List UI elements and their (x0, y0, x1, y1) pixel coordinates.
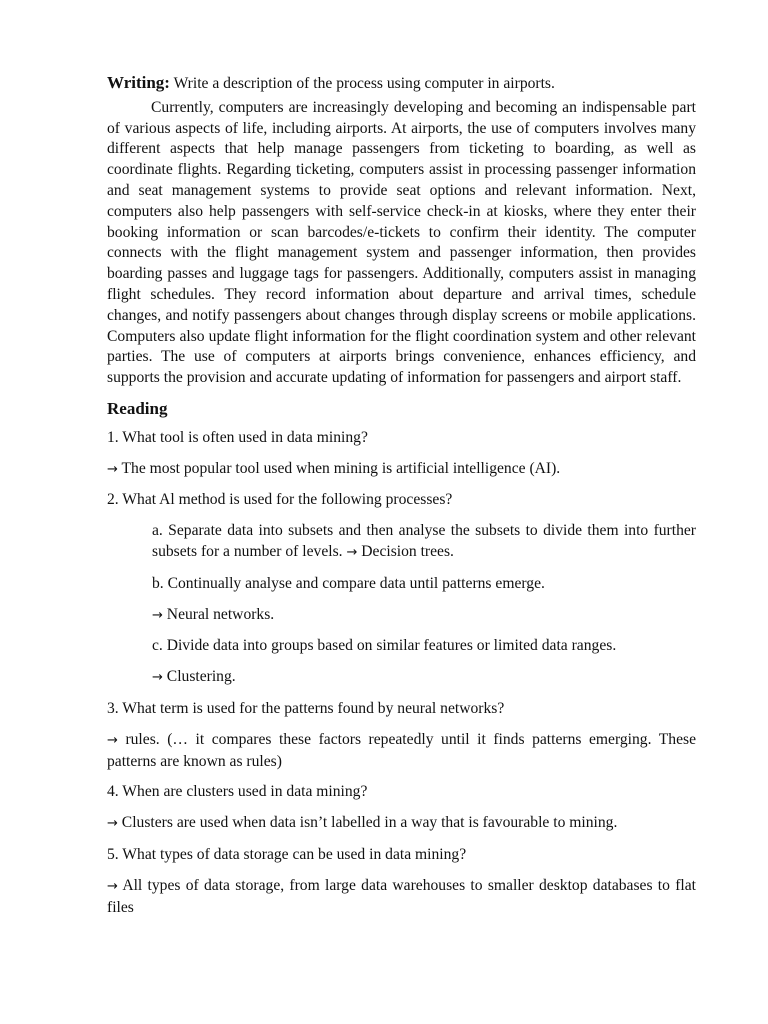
answer-1 (107, 459, 696, 481)
reading-heading: Reading (107, 398, 168, 418)
answer-5 (107, 876, 696, 919)
writing-essay: Currently, computers are increasingly developing and becoming an indispensable part of various aspects of life, including airports. At airports, the use of computers involves many different aspects that help manage passengers from ticketing to boarding, as well as coordinate flights. Regarding ticketing, computers assist in processing passenger information and seat management systems to provide seat options and relevant information. Next, computers also help passengers with self-service check-in at kiosks, where they enter their booking information or scan barcodes/e-tickets to confirm their identity. The computer connects with the flight management system and passenger information, then provides boarding passes and luggage tags for passengers. Additionally, computers assist in managing flight schedules. They record information about departure and arrival times, schedule changes, and notify passengers about changes through display screens or mobile applications. Computers also update flight information for the flight coordination system and other relevant parties. The use of computers at airports brings convenience, enhances efficiency, and supports the provision and accurate updating of information for passengers and airport staff. (107, 98, 696, 387)
question-5: 5. What types of data storage can be used in data mining? (107, 845, 467, 863)
arrow-icon: → (152, 670, 163, 686)
arrow-icon: → (107, 732, 118, 748)
arrow-icon: → (107, 461, 118, 477)
arrow-icon: → (107, 878, 118, 894)
question-3: 3. What term is used for the patterns found by neural networks? (107, 699, 505, 717)
answer-2b-text: Neural networks. (162, 605, 275, 623)
question-4: 4. When are clusters used in data mining? (107, 783, 368, 801)
arrow-icon: → (107, 816, 118, 832)
answer-3 (107, 730, 696, 773)
arrow-icon: → (346, 544, 358, 560)
arrow-icon: → (152, 607, 163, 623)
question-1: 1. What tool is often used in data mining? (107, 428, 368, 446)
question-2a-text: a. Separate data into subsets and then analyse the subsets to divide them into further subsets for a number of levels. (152, 522, 696, 560)
answer-4-text: Clusters are used when data isn’t labelled in a way that is favourable to mining. (117, 814, 618, 832)
question-2: 2. What Al method is used for the following processes? (107, 491, 453, 509)
answer-2a-text: Decision trees. (357, 542, 454, 560)
answer-2c-text: Clustering. (162, 668, 236, 686)
writing-prompt (107, 73, 696, 95)
answer-1-text: The most popular tool used when mining is artificial intelligence (AI). (117, 459, 561, 477)
writing-prompt-text: Write a description of the process using computer in airports. (169, 75, 555, 92)
answer-2c (152, 667, 696, 689)
question-2c: c. Divide data into groups based on similar features or limited data ranges. (152, 637, 617, 655)
writing-label: Writing: (107, 73, 170, 92)
answer-2b (152, 605, 696, 627)
answer-4 (107, 813, 696, 835)
question-2b: b. Continually analyse and compare data until patterns emerge. (152, 574, 545, 592)
answer-3-text: rules. (… it compares these factors repeatedly until it finds patterns emerging. These patterns are known as rules) (107, 730, 696, 770)
answer-5-text: All types of data storage, from large data warehouses to smaller desktop databases to flat files (107, 876, 696, 916)
question-2a (152, 521, 696, 564)
